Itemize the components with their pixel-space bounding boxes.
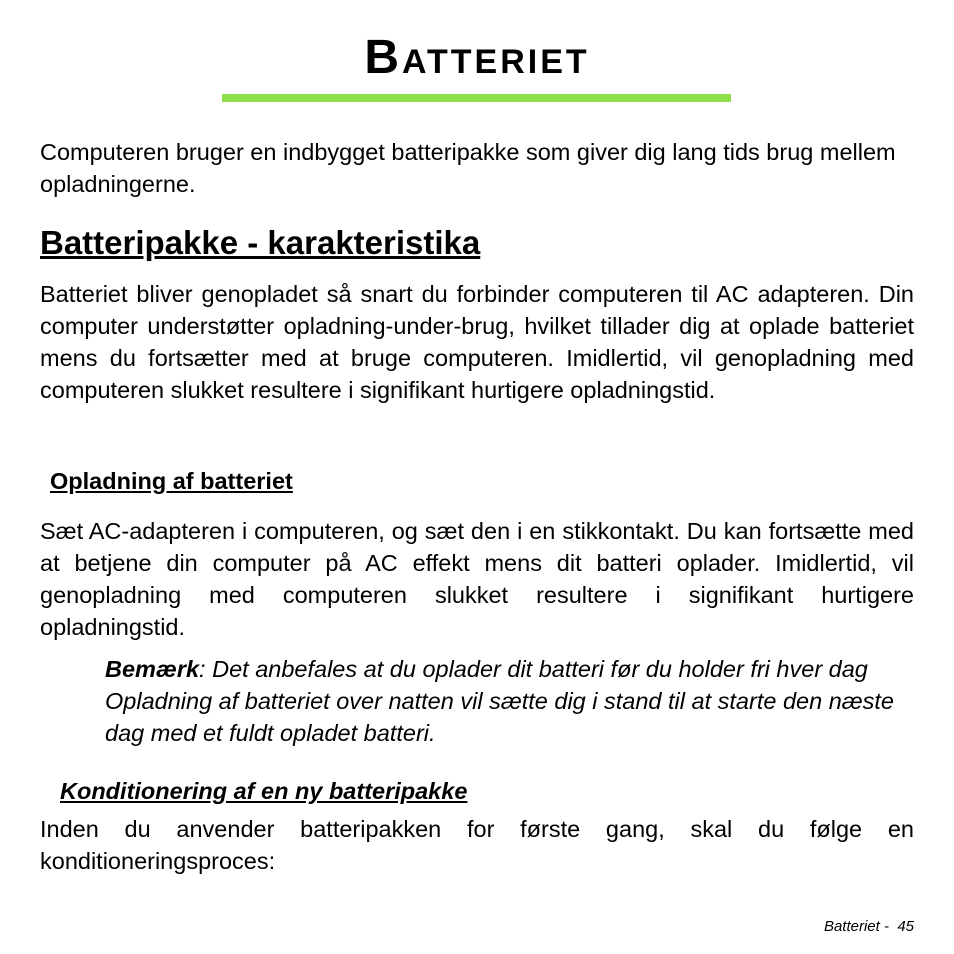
page-footer xyxy=(824,918,914,935)
note-label: Bemærk xyxy=(105,656,200,682)
note-text: : Det anbefales at du oplader dit batteri før du holder fri hver dag Opladning af batteriet over natten vil sætte dig i stand til at starte den næste dag med et fuldt opladet batteri. xyxy=(105,656,895,746)
footer-label: Batteriet - xyxy=(823,918,889,935)
conditioning-body-paragraph: Inden du anvender batteripakken for første gang, skal du følge en konditioneringsproces: xyxy=(40,816,914,874)
subheading-charging: Opladning af batteriet xyxy=(50,468,293,494)
page-title: Batteriet xyxy=(364,31,590,84)
section-heading: Batteripakke - karakteristika xyxy=(40,224,481,261)
page-number: 45 xyxy=(897,918,914,935)
subheading-conditioning: Konditionering af en ny batteripakke xyxy=(60,778,468,804)
note-block xyxy=(105,653,915,749)
title-underline-bar xyxy=(222,94,731,102)
intro-paragraph: Computeren bruger en indbygget batteripakke som giver dig lang tids brug mellem opladningerne. xyxy=(40,139,896,197)
section-body-paragraph: Batteriet bliver genopladet så snart du forbinder computeren til AC adapteren. Din computer understøtter opladning-under-brug, hvilket tillader dig at oplade batteriet mens du fortsætter med at bruge computeren. Imidlertid, vil genopladning med computeren slukket resultere i signifikant hurtigere opladningstid. xyxy=(40,281,914,403)
charging-body-paragraph: Sæt AC-adapteren i computeren, og sæt den i en stikkontakt. Du kan fortsætte med at betjene din computer på AC effekt mens dit batteri oplader. Imidlertid, vil genopladning med computeren slukket resultere i signifikant hurtigere opladningstid. xyxy=(40,518,914,640)
